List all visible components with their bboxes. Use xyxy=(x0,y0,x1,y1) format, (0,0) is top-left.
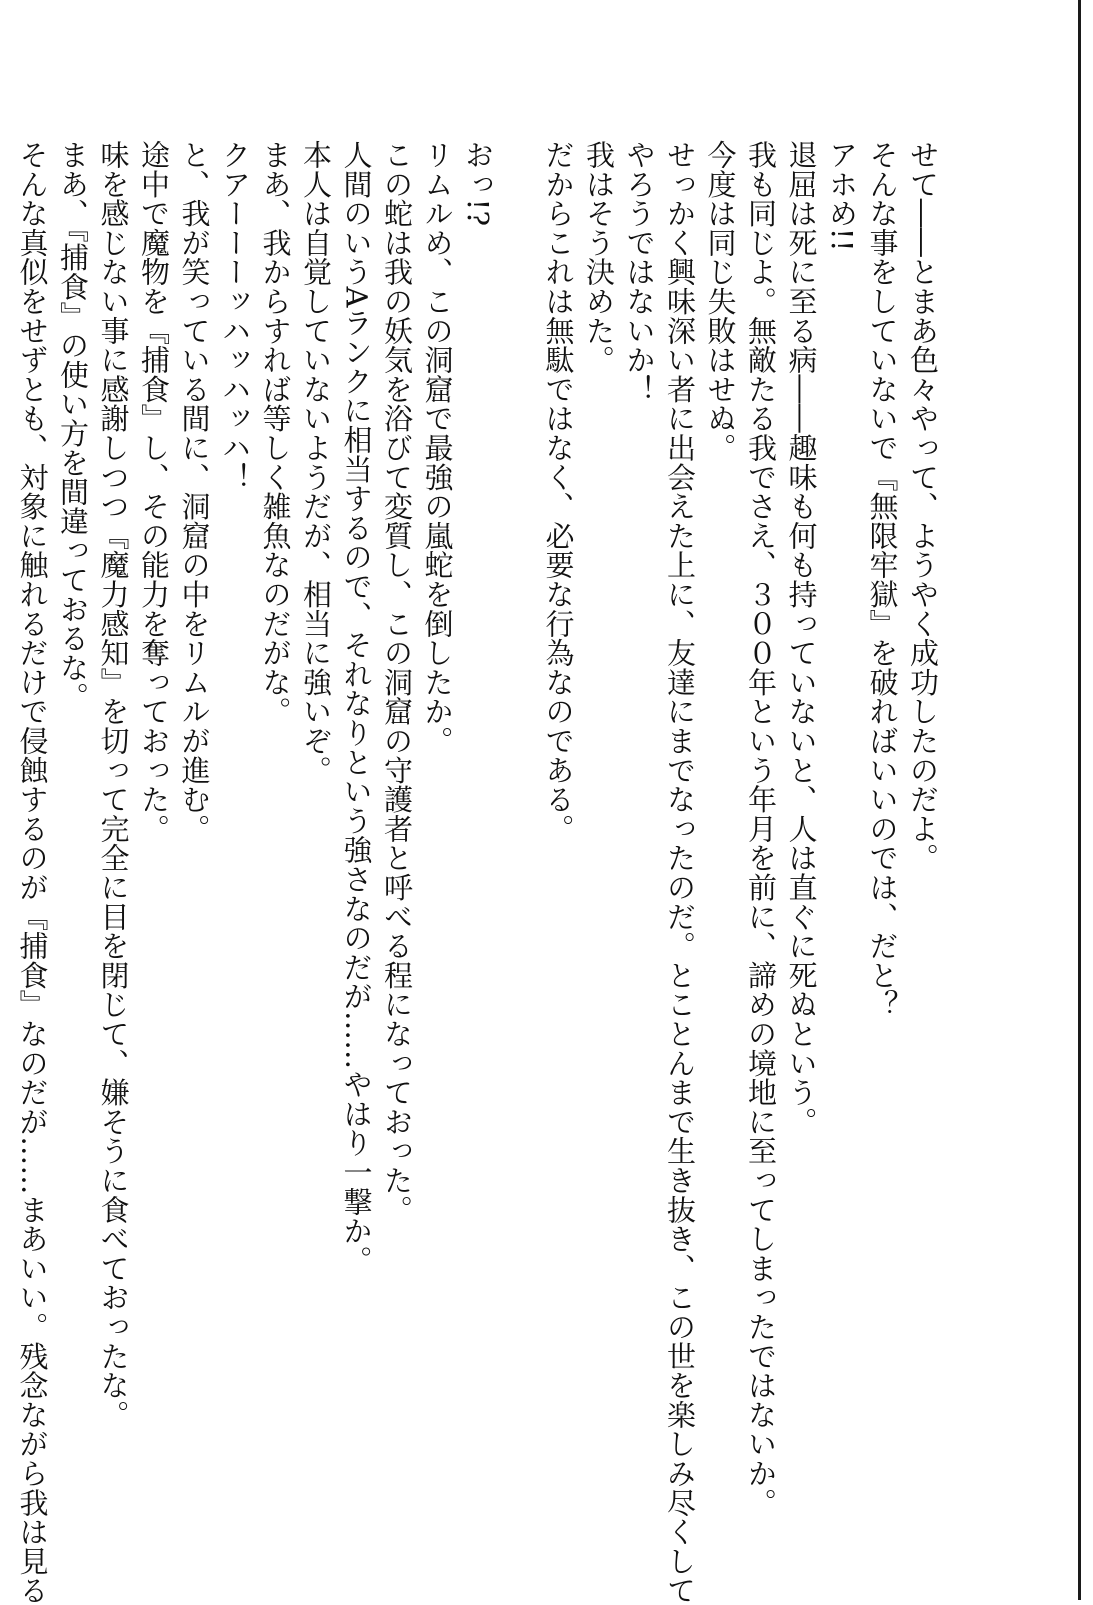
page-edge-line xyxy=(1078,0,1081,1600)
text-line: 今度は同じ失敗はせぬ。 xyxy=(703,140,738,463)
text-line: 我はそう決めた。 xyxy=(582,140,616,375)
text-line: やろうではないか！ xyxy=(622,140,657,404)
text-line: と、我が笑っている間に、洞窟の中をリムルが進む。 xyxy=(177,140,212,844)
text-line: リムルめ、この洞窟で最強の嵐蛇を倒したか。 xyxy=(420,140,455,756)
text-line: まあ、『捕食』の使い方を間違っておるな。 xyxy=(56,140,90,712)
text-line: おっ!? xyxy=(461,140,495,227)
text-line: せて――とまあ色々やって、ようやく成功したのだよ。 xyxy=(906,140,940,873)
text-line: まあ、我からすれば等しく雑魚なのだがな。 xyxy=(258,140,293,726)
text-line: 味を感じない事に感謝しつつ『魔力感知』を切って完全に目を閉じて、嫌そうに食べておったな。 xyxy=(96,140,131,1430)
vertical-text-body xyxy=(15,140,943,1605)
text-line: そんな事をしていないで『無限牢獄』を破ればいいのでは、だと？ xyxy=(865,140,900,1019)
text-line: 本人は自覚していないようだが、相当に強いぞ。 xyxy=(299,140,333,785)
text-line: アホめ!! xyxy=(825,140,859,252)
text-line: 退屈は死に至る病――趣味も何も持っていないと、人は直ぐに死ぬという。 xyxy=(784,140,819,1137)
text-line: 途中で魔物を『捕食』し、その能力を奪っておった。 xyxy=(137,140,171,844)
text-line: だからこれは無駄ではなく、必要な行為なのである。 xyxy=(541,140,576,844)
text-line: この蛇は我の妖気を浴びて変質し、この洞窟の守護者と呼べる程になっておった。 xyxy=(380,140,414,1225)
text-line: 人間のいうAランクに相当するので、それなりという強さなのだが……やはり一撃か。 xyxy=(339,140,374,1275)
text-line: 我も同じよ。無敵たる我でさえ、３００年という年月を前に、諦めの境地に至ってしまったではないか。 xyxy=(744,140,778,1518)
text-line: せっかく興味深い者に出会えた上に、友達にまでなったのだ。とことんまで生き抜き、この世を楽しみ尽くして xyxy=(663,140,697,1605)
text-line: クアーーーッハッハッハ！ xyxy=(218,140,252,492)
text-line: そんな真似をせずとも、対象に触れるだけで侵蝕するのが『捕食』なのだが……まあいい。残念ながら我は見る xyxy=(15,140,50,1605)
